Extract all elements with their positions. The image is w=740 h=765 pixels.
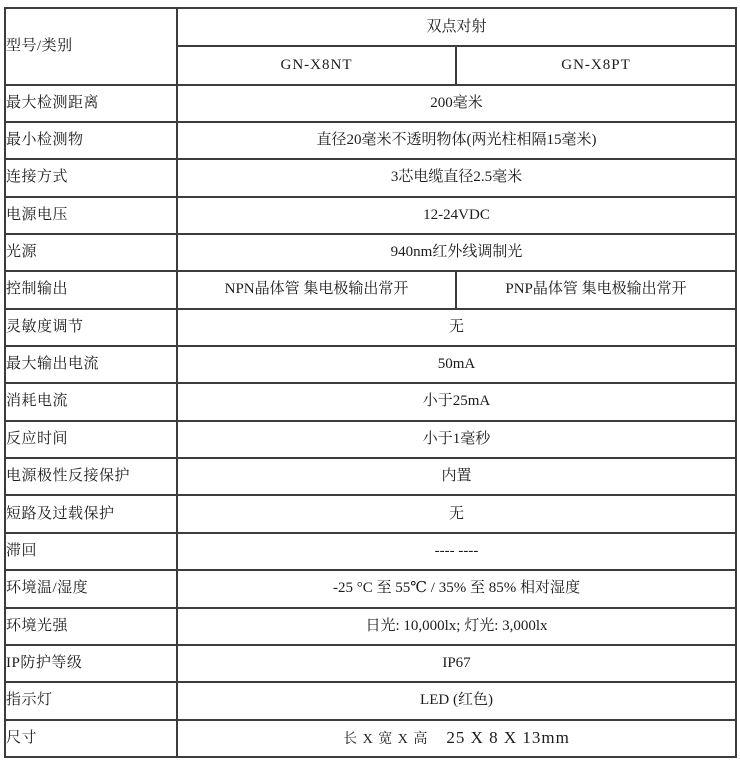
row-value-ambient-light: 日光: 10,000lx; 灯光: 3,000lx — [177, 608, 736, 645]
row-value-indicator-lamp: LED (红色) — [177, 682, 736, 719]
row-value-ip-rating: IP67 — [177, 645, 736, 682]
row-value-consumption-current: 小于25mA — [177, 383, 736, 420]
row-value-reverse-polarity-protection: 内置 — [177, 458, 736, 495]
row-label-hysteresis: 滞回 — [5, 533, 177, 570]
row-value-short-circuit-protection: 无 — [177, 495, 736, 532]
row-label-consumption-current: 消耗电流 — [5, 383, 177, 420]
row-value-dimensions — [177, 720, 736, 757]
row-label-reverse-polarity-protection: 电源极性反接保护 — [5, 458, 177, 495]
row-value-hysteresis: ---- ---- — [177, 533, 736, 570]
row-label-ambient-light: 环境光强 — [5, 608, 177, 645]
row-label-connection-type: 连接方式 — [5, 159, 177, 196]
dimensions-value: 25 X 8 X 13mm — [446, 728, 570, 748]
dimensions-prefix: 长 X 宽 X 高 — [343, 732, 429, 748]
row-label-min-detect-object: 最小检测物 — [5, 122, 177, 159]
row-label-max-detect-distance: 最大检测距离 — [5, 85, 177, 122]
row-value-control-output-npn: NPN晶体管 集电极输出常开 — [177, 271, 456, 308]
model-name-right: GN-X8PT — [456, 46, 736, 84]
row-value-sensitivity-adjust: 无 — [177, 309, 736, 346]
row-value-supply-voltage: 12-24VDC — [177, 197, 736, 234]
row-value-max-detect-distance: 200毫米 — [177, 85, 736, 122]
row-value-min-detect-object: 直径20毫米不透明物体(两光柱相隔15毫米) — [177, 122, 736, 159]
row-label-model-category: 型号/类别 — [5, 8, 177, 85]
row-label-max-output-current: 最大输出电流 — [5, 346, 177, 383]
row-value-max-output-current: 50mA — [177, 346, 736, 383]
header-group-type: 双点对射 — [177, 8, 736, 46]
row-label-light-source: 光源 — [5, 234, 177, 271]
row-value-control-output-pnp: PNP晶体管 集电极输出常开 — [456, 271, 736, 308]
row-label-dimensions: 尺寸 — [5, 720, 177, 757]
row-value-ambient-temp-humidity: -25 °C 至 55℃ / 35% 至 85% 相对湿度 — [177, 570, 736, 607]
row-label-indicator-lamp: 指示灯 — [5, 682, 177, 719]
row-label-response-time: 反应时间 — [5, 421, 177, 458]
row-label-ip-rating: IP防护等级 — [5, 645, 177, 682]
row-value-light-source: 940nm红外线调制光 — [177, 234, 736, 271]
row-label-short-circuit-protection: 短路及过载保护 — [5, 495, 177, 532]
spec-table — [4, 7, 737, 758]
row-label-control-output: 控制输出 — [5, 271, 177, 308]
model-name-left: GN-X8NT — [177, 46, 456, 84]
row-value-connection-type: 3芯电缆直径2.5毫米 — [177, 159, 736, 196]
row-label-sensitivity-adjust: 灵敏度调节 — [5, 309, 177, 346]
row-label-ambient-temp-humidity: 环境温/湿度 — [5, 570, 177, 607]
row-label-supply-voltage: 电源电压 — [5, 197, 177, 234]
row-value-response-time: 小于1毫秒 — [177, 421, 736, 458]
